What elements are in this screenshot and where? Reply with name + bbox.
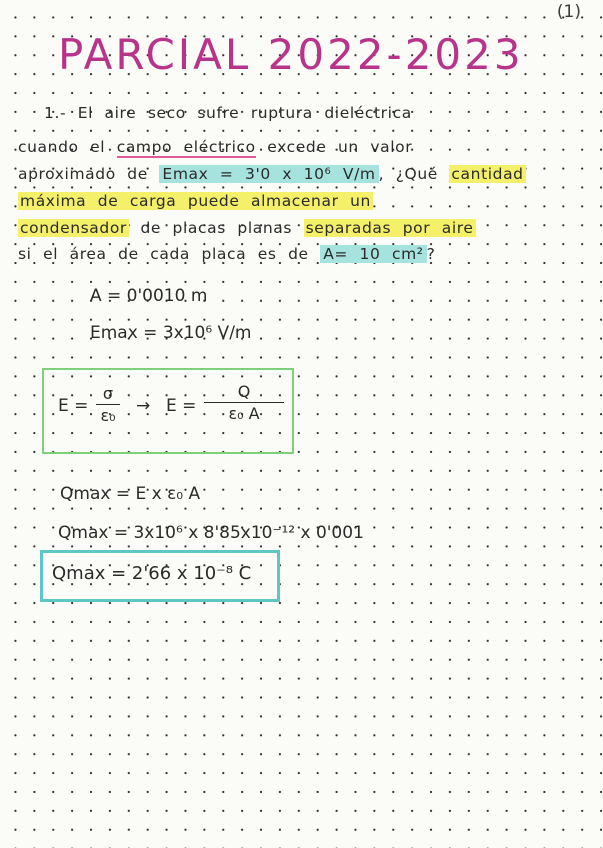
problem-text: si el área de cada placa es de xyxy=(18,245,309,263)
problem-text: 1.- El aire seco sufre ruptura dieléctrica xyxy=(44,104,412,122)
given-emax: Emax = 3x10⁶ V/m xyxy=(90,323,252,343)
formula-left-fraction xyxy=(96,384,120,425)
formula-denominator: ε₀ xyxy=(100,406,116,425)
formula-denominator: ε₀ A xyxy=(228,404,260,423)
question-highlight: cantidad xyxy=(451,165,524,183)
problem-line-1 xyxy=(44,104,412,122)
problem-text: aproximado de xyxy=(18,165,148,183)
question-highlight: condensador xyxy=(20,219,127,237)
formula-box xyxy=(42,368,294,454)
given-area: A = 0'0010 m xyxy=(90,286,208,306)
formula-right-fraction xyxy=(204,382,284,423)
question-highlight: separadas por aire xyxy=(305,219,474,237)
problem-text: cuando el xyxy=(18,138,106,156)
problem-line-6 xyxy=(18,245,435,263)
formula-right-lhs: E = xyxy=(166,396,197,416)
page-title: PARCIAL 2022-2023 xyxy=(58,30,524,79)
page-number: (1) xyxy=(556,2,581,22)
emax-highlight: Emax = 3'0 x 10⁶ V/m xyxy=(159,165,378,183)
area-highlight: A= 10 cm² xyxy=(320,245,426,263)
problem-line-5 xyxy=(18,219,476,237)
fraction-bar xyxy=(204,402,284,403)
formula-numerator: σ xyxy=(102,384,114,403)
question-highlight: máxima de carga puede almacenar un xyxy=(20,192,371,210)
problem-text: ? xyxy=(426,245,436,263)
qmax-substitution: Qmax = 3x10⁶ x 8'85x10⁻¹² x 0'001 xyxy=(58,523,364,543)
problem-text: excede un valor xyxy=(267,138,413,156)
fraction-bar xyxy=(96,404,120,405)
qmax-formula: Qmax = E x ε₀ A xyxy=(60,484,201,504)
formula-left-lhs: E = xyxy=(58,396,89,416)
qmax-result: Qmax = 2'66 x 10⁻⁸ C xyxy=(52,563,252,584)
problem-text: de placas planas xyxy=(140,219,293,237)
problem-line-2 xyxy=(18,138,412,156)
problem-line-4 xyxy=(18,192,373,210)
problem-text: , ¿Qué xyxy=(378,165,438,183)
underlined-term: campo eléctrico xyxy=(116,138,256,156)
arrow-icon: → xyxy=(136,396,151,416)
problem-line-3 xyxy=(18,165,526,183)
formula-numerator: Q xyxy=(237,382,251,401)
